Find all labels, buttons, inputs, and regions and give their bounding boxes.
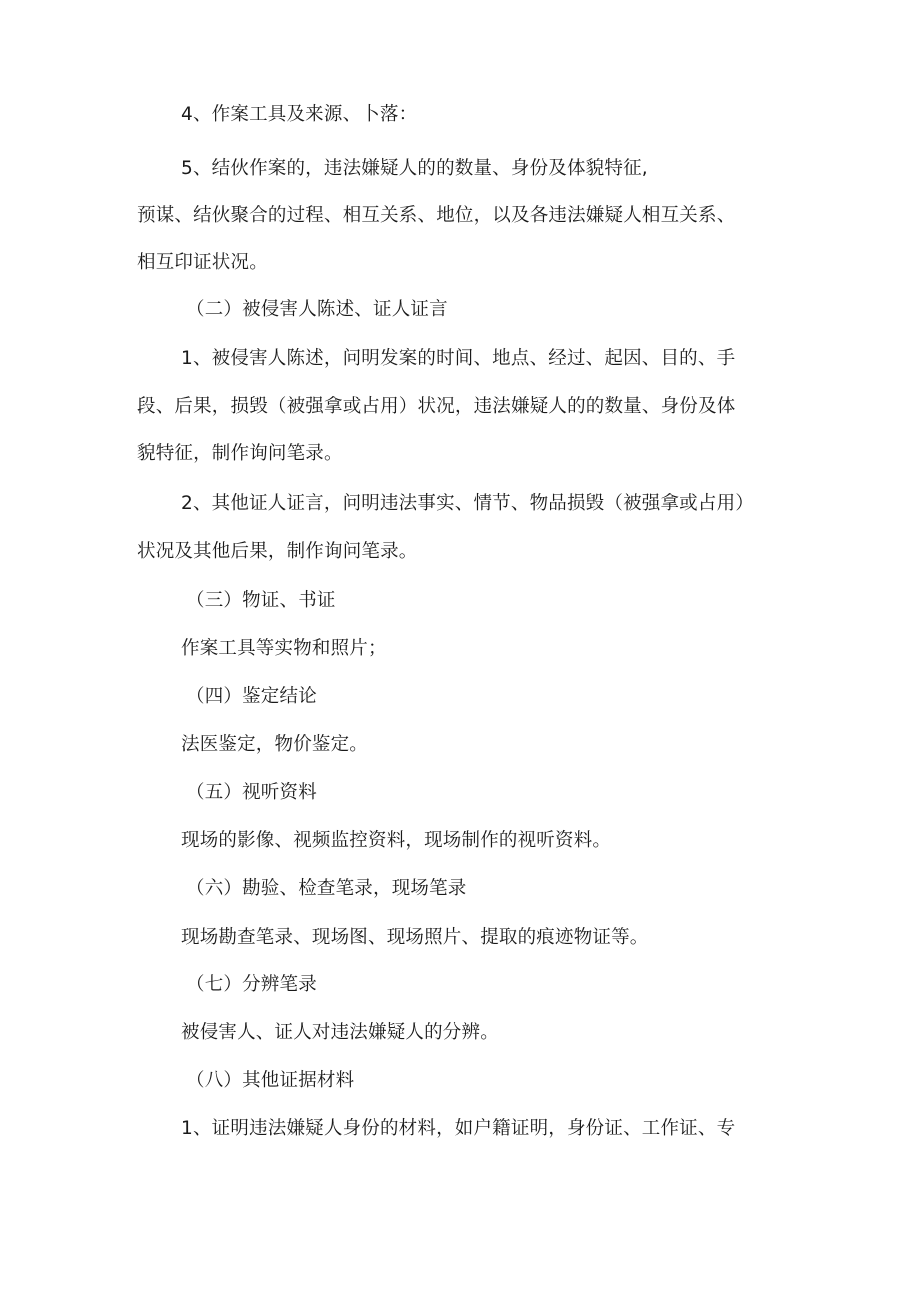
item-5-gang-cont-2: 相互印证状况。 [137,252,268,273]
section-6-body: 现场勘查笔录、现场图、现场照片、提取的痕迹物证等。 [181,927,649,948]
section-8-item-1: 1、证明违法嫌疑人身份的材料，如户籍证明，身份证、工作证、专 [181,1118,736,1139]
section-7-heading: （七）分辨笔录 [186,974,317,995]
item-5-gang-cont-1: 预谋、结伙聚合的过程、相互关系、地位，以及各违法嫌疑人相互关系、 [137,205,736,226]
section-2-heading: （二）被侵害人陈述、证人证言 [186,299,448,320]
section-7-body: 被侵害人、证人对违法嫌疑人的分辨。 [181,1022,499,1043]
item-4-tools: 4、作案工具及来源、卜落： [181,104,418,125]
item-2-witness: 2、其他证人证言，问明违法事实、情节、物品损毁（被强拿或占用） [181,493,754,514]
section-8-heading: （八）其他证据材料 [186,1070,355,1091]
item-2-witness-cont: 状况及其他后果，制作询问笔录。 [137,541,418,562]
section-3-body: 作案工具等实物和照片； [181,638,387,659]
item-1-victim-cont-1: 段、后果，损毁（被强拿或占用）状况，违法嫌疑人的的数量、身份及体 [137,396,736,417]
section-4-body: 法医鉴定，物价鉴定。 [181,734,369,755]
section-4-heading: （四）鉴定结论 [186,686,317,707]
section-5-body: 现场的影像、视频监控资料，现场制作的视听资料。 [181,830,612,851]
item-1-victim: 1、被侵害人陈述，问明发案的时间、地点、经过、起因、目的、手 [181,348,736,369]
section-5-heading: （五）视听资料 [186,782,317,803]
item-1-victim-cont-2: 貌特征，制作询问笔录。 [137,443,343,464]
section-3-heading: （三）物证、书证 [186,590,336,611]
item-5-gang: 5、结伙作案的，违法嫌疑人的的数量、身份及体貌特征, [181,158,648,179]
section-6-heading: （六）勘验、检查笔录，现场笔录 [186,878,467,899]
